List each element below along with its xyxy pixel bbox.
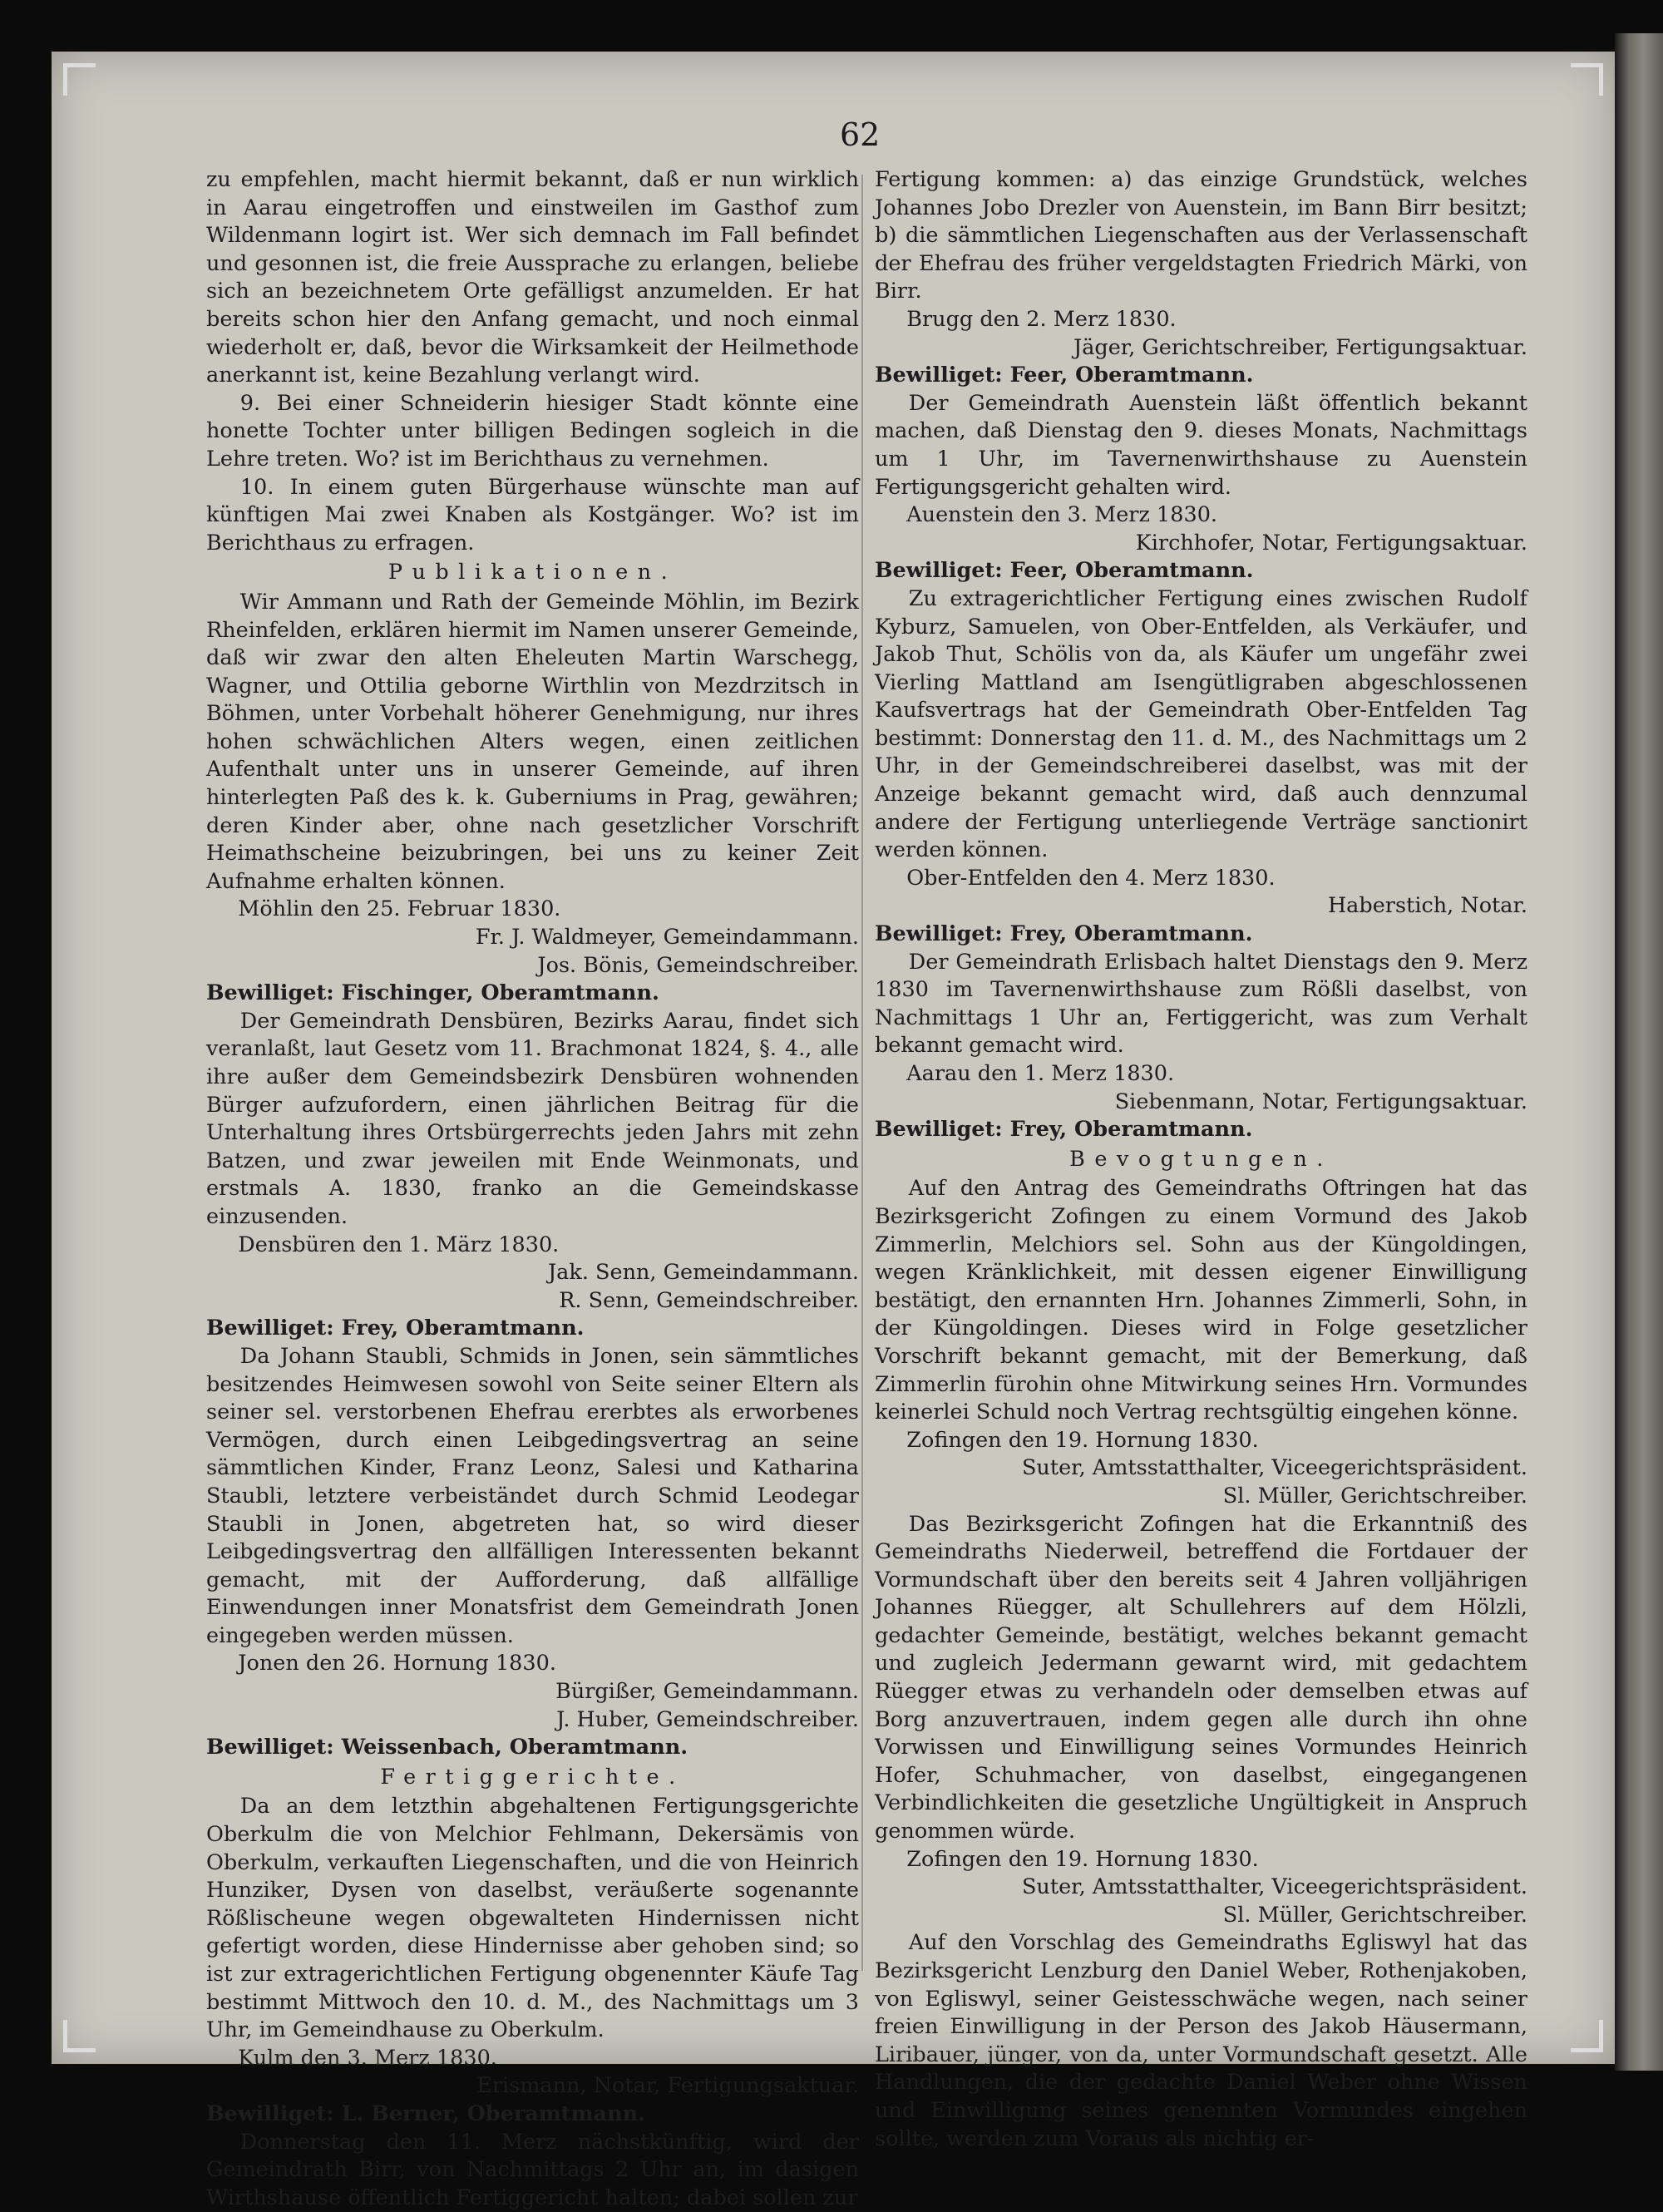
paragraph: Das Bezirksgericht Zofingen hat die Erkanntniß des Gemeindraths Niederweil, betreffend die Fortdauer der Vormundschaft über den bereits seit 4 Jahren volljährigen Johannes Rüegger, alt Schullehrers auf dem Hölzli, gedachter Gemeinde, bestätigt, welches bekannt gemacht und zugleich Jedermann gewarnt wird, mit gedachtem Rüegger etwas zu verhandeln oder demselben etwas auf Borg anzuvertrauen, indem gegen alle durch ihn ohne Vorwissen und Einwilligung seines Vormundes Heinrich Hofer, Schuhmacher, von daselbst, eingegangenen Verbindlichkeiten die gesetzliche Ungültigkeit in Anspruch genommen würde. [875, 1511, 1527, 1844]
dateline: Möhlin den 25. Februar 1830. [238, 896, 561, 922]
paragraph: Donnerstag den 11. Merz nächstkünftig, wird der Gemeindrath Birr, von Nachmittags 2 Uhr an, im dasigen Wirthshause öffentlich Fertiggericht halten; dabei sollen zur [206, 2129, 859, 2210]
approval-line: Bewilliget: Feer, Oberamtmann. [875, 363, 1254, 388]
next-page-edge [1615, 33, 1663, 2071]
dateline: Brugg den 2. Merz 1830. [906, 306, 1177, 332]
paragraph: Der Gemeindrath Auenstein läßt öffentlich bekannt machen, daß Dienstag den 9. dieses Monats, Nachmittags um 1 Uhr, im Tavernenwirthshause zu Auenstein Fertigungsgericht gehalten wird. [875, 390, 1527, 500]
dateline: Auenstein den 3. Merz 1830. [906, 502, 1218, 528]
signature: Jak. Senn, Gemeindammann. [547, 1260, 859, 1286]
scan-corner-mark [63, 2020, 96, 2052]
paragraph: Fertigung kommen: a) das einzige Grundstück, welches Johannes Jobo Drezler von Auenstein, im Bann Birr besitzt; b) die sämmtlichen Liegenschaften aus der Verlassenschaft der Ehefrau des früher vergeldstagten Friedrich Märki, von Birr. [875, 167, 1527, 304]
approval-line: Bewilliget: Fischinger, Oberamtmann. [206, 980, 659, 1006]
paragraph: Da an dem letzthin abgehaltenen Fertigungsgerichte Oberkulm die von Melchior Fehlmann, Dekersämis von Oberkulm, verkauften Liegenschaften, und die von Heinrich Hunziker, Dysen von daselbst, veräußerte sogenannte Rößlischeune wegen obgewalteten Hindernissen nicht gefertigt worden, diese Hindernisse aber gehoben sind; so ist zur extragerichtlichen Fertigung obgenennter Käufe Tag bestimmt Mittwoch den 10. d. M., des Nachmittags um 3 Uhr, im Gemeindhause zu Oberkulm. [206, 1794, 859, 2043]
signature: J. Huber, Gemeindschreiber. [556, 1706, 859, 1732]
signature: R. Senn, Gemeindschreiber. [559, 1287, 859, 1313]
signature: Suter, Amtsstatthalter, Viceegerichtspräsident. [1021, 1455, 1527, 1481]
paragraph: Der Gemeindrath Densbüren, Bezirks Aarau, findet sich veranlaßt, laut Gesetz vom 11. Brachmonat 1824, §. 4., alle ihre außer dem Gemeindsbezirk Densbüren wohnenden Bürger aufzufordern, einen jährlichen Beitrag für die Unterhaltung ihres Ortsbürgerrechts jeden Jahrs mit zehn Batzen, und zwar jeweilen mit Ende Weinmonats, und erstmals A. 1830, franko an die Gemeindskasse einzusenden. [206, 1008, 859, 1229]
signature: Kirchhofer, Notar, Fertigungsaktuar. [1135, 530, 1527, 555]
approval-line: Bewilliget: Frey, Oberamtmann. [206, 1316, 585, 1341]
approval-line: Bewilliget: Feer, Oberamtmann. [875, 558, 1254, 584]
approval-line: Bewilliget: L. Berner, Oberamtmann. [206, 2101, 646, 2126]
section-heading: Publikationen. [387, 560, 678, 585]
column-divider [861, 175, 863, 1971]
signature: Jos. Bönis, Gemeindschreiber. [537, 952, 859, 978]
signature: Bürgißer, Gemeindammann. [555, 1679, 859, 1705]
scan-corner-mark [1571, 63, 1603, 96]
scan-corner-mark [63, 63, 96, 96]
dateline: Densbüren den 1. März 1830. [238, 1232, 560, 1257]
dateline: Ober-Entfelden den 4. Merz 1830. [906, 865, 1276, 891]
paragraph: Auf den Vorschlag des Gemeindraths Egliswyl hat das Bezirksgericht Lenzburg den Daniel Weber, Rothenjakoben, von Egliswyl, seiner Geistesschwäche wegen, nach seiner freien Einwilligung in der Person des Jakob Häusermann, Liribauer, jünger, von da, unter Vormundschaft gesetzt. Alle Handlungen, die der gedachte Daniel Weber ohne Wissen und Einwilligung seines genennten Vormundes eingehen sollte, werden zum Voraus als nichtig er- [875, 1930, 1527, 2151]
signature: Siebenmann, Notar, Fertigungsaktuar. [1114, 1089, 1527, 1114]
dateline: Jonen den 26. Hornung 1830. [238, 1651, 556, 1676]
approval-line: Bewilliget: Weissenbach, Oberamtmann. [206, 1735, 688, 1760]
section-heading: Bevogtungen. [1069, 1146, 1333, 1172]
paragraph: Wir Ammann und Rath der Gemeinde Möhlin, im Bezirk Rheinfelden, erklären hiermit im Namen unserer Gemeinde, daß wir zwar den alten Eheleuten Martin Warschegg, Wagner, und Ottilia geborne Wirthlin von Mezdrzitsch in Böhmen, unter Vorbehalt höherer Genehmigung, nur ihres hohen schwächlichen Alters wegen, einen zeitlichen Aufenthalt unter uns in unserer Gemeinde, auf ihren hinterlegten Paß des k. k. Guberniums in Prag, gewähren; deren Kinder aber, ohne nach gesetzlicher Vorschrift Heimathscheine beizubringen, bei uns zu keiner Zeit Aufnahme erhalten können. [206, 589, 859, 894]
dateline: Aarau den 1. Merz 1830. [906, 1061, 1175, 1086]
dateline: Kulm den 3. Merz 1830. [238, 2045, 497, 2071]
paragraph: 9. Bei einer Schneiderin hiesiger Stadt könnte eine honette Tochter unter billigen Bedingen sogleich in die Lehre treten. Wo? ist im Berichthaus zu vernehmen. [206, 390, 859, 472]
signature: Sl. Müller, Gerichtschreiber. [1222, 1902, 1527, 1928]
signature: Suter, Amtsstatthalter, Viceegerichtspräsident. [1021, 1874, 1527, 1900]
paragraph: Auf den Antrag des Gemeindraths Oftringen hat das Bezirksgericht Zofingen zu einem Vormund des Jakob Zimmerlin, Melchiors sel. Sohn aus der Küngoldingen, wegen Kränklichkeit, mit dessen eigener Einwilligung bestätigt, den ernannten Hrn. Johannes Zimmerli, Sohn, in der Küngoldingen. Dieses wird in Folge gesetzlicher Vorschrift bekannt gemacht, mit der Bemerkung, daß Zimmerlin fürohin ohne Mitwirkung seines Hrn. Vormundes keinerlei Schuld noch Vertrag rechtsgültig eingehen könne. [875, 1176, 1527, 1425]
dateline: Zofingen den 19. Hornung 1830. [906, 1427, 1259, 1453]
right-column [875, 166, 1527, 2153]
paragraph: zu empfehlen, macht hiermit bekannt, daß er nun wirklich in Aarau eingetroffen und einstweilen im Gasthof zum Wildenmann logirt ist. Wer sich demnach im Fall befindet und gesonnen ist, die freie Aussprache zu erlangen, beliebe sich an bezeichnetem Orte gefälligst anzumelden. Er hat bereits schon hier den Anfang gemacht, und noch einmal wiederholt er, daß, bevor die Wirksamkeit der Heilmethode anerkannt ist, keine Bezahlung verlangt wird. [206, 167, 859, 388]
signature: Jäger, Gerichtschreiber, Fertigungsaktuar. [1073, 334, 1527, 360]
signature: Erismann, Notar, Fertigungsaktuar. [476, 2073, 859, 2099]
signature: Fr. J. Waldmeyer, Gemeindammann. [475, 925, 859, 950]
approval-line: Bewilliget: Frey, Oberamtmann. [875, 921, 1253, 947]
section-heading: Fertiggerichte. [380, 1764, 685, 1790]
left-column [206, 166, 859, 2212]
dateline: Zofingen den 19. Hornung 1830. [906, 1846, 1259, 1872]
paragraph: 10. In einem guten Bürgerhause wünschte man auf künftigen Mai zwei Knaben als Kostgänger. Wo? ist im Berichthaus zu erfragen. [206, 474, 859, 555]
signature: Haberstich, Notar. [1327, 893, 1527, 919]
paragraph: Der Gemeindrath Erlisbach haltet Dienstags den 9. Merz 1830 im Tavernenwirthshause zum Rößli daselbst, von Nachmittags 1 Uhr an, Fertiggericht, was zum Verhalt bekannt gemacht wird. [875, 949, 1527, 1059]
paragraph: Da Johann Staubli, Schmids in Jonen, sein sämmtliches besitzendes Heimwesen sowohl von Seite seiner Eltern als seiner sel. verstorbenen Ehefrau ererbtes als erworbenes Vermögen, durch einen Leibgedingsvertrag an seine sämmtlichen Kinder, Franz Leonz, Salesi und Katharina Staubli, letztere verbeiständet durch Schmid Leodegar Staubli in Jonen, abgetreten hat, so wird dieser Leibgedingsvertrag den allfälligen Interessenten bekannt gemacht, mit der Aufforderung, daß allfällige Einwendungen inner Monatsfrist dem Gemeindrath Jonen eingegeben werden müssen. [206, 1343, 859, 1648]
page-number: 62 [840, 116, 881, 153]
scan-corner-mark [1571, 2020, 1603, 2052]
signature: Sl. Müller, Gerichtschreiber. [1222, 1483, 1527, 1508]
approval-line: Bewilliget: Frey, Oberamtmann. [875, 1117, 1253, 1143]
paragraph: Zu extragerichtlicher Fertigung eines zwischen Rudolf Kyburz, Samuelen, von Ober-Entfelden, als Verkäufer, und Jakob Thut, Schölis von da, als Käufer um ungefähr zwei Vierling Mattland am Isengütligraben abgeschlossenen Kaufsvertrags hat der Gemeindrath Ober-Entfelden Tag bestimmt: Donnerstag den 11. d. M., des Nachmittags um 2 Uhr, in der Gemeindschreiberei daselbst, was mit der Anzeige bekannt gemacht wird, daß auch dennzumal andere der Fertigung unterliegende Verträge sanctionirt werden können. [875, 585, 1527, 863]
